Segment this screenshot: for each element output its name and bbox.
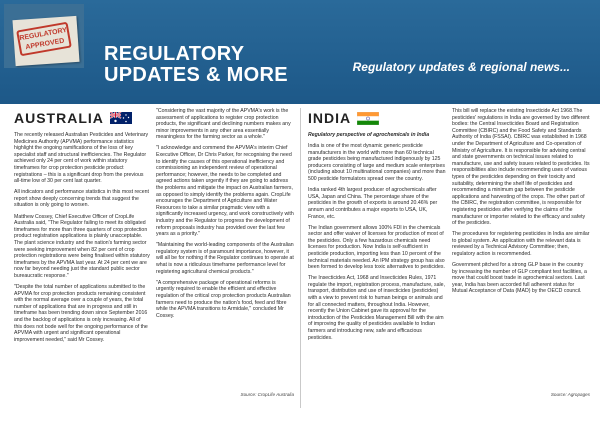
title-line-1: REGULATORY bbox=[104, 43, 245, 65]
australia-paragraph: "Despite the total number of applications submitted to the APVMA for crop protection products remaining consistent with the normal average over a couple of years, the total number of applications that are in progress and still in timeframe has been trending down since September 2016 and the backlog of applications is only increasing. All of this does not bode well for the ongoing performance of the APVMA with urgent and significant operational improvement needed," said Mr Cossey. bbox=[14, 283, 148, 343]
australia-heading-text: AUSTRALIA bbox=[14, 109, 104, 126]
india-paragraph: India is one of the most dynamic generic pesticide manufacturers in the world with more than 60 technical grade pesticides being manufactured indigenously by 125 producers consisting of large and medium scale enterprises (including about 10 multinational companies) and more than 500 pesticide formulators spread over the country. bbox=[308, 143, 446, 183]
australia-paragraph: All indicators and performance statistics in this most recent report show deeply concerning trends that suggest the situation is only going to worsen. bbox=[14, 189, 149, 209]
india-paragraph: This bill will replace the existing Insecticide Act 1968.The pesticides' regulations in India are governed by two different bodies: the Central Insecticides Board and Registration Committee (CBIRC) and the Food Safety and Standards Authority of India (FSSAI). CBIRC was established in 1968 under the Department of Agriculture and Co-operation of Ministry of Agriculture. It is responsible for advising central and state governments on technical issues related to manufacture, use and safety issues related to pesticides. Its responsibilities also include recommending uses of various types of the pesticides depending on their toxicity and suitability, determining the shelf life of pesticides and recommending a minimum gap between the pesticide applications and harvesting of the crops. The other part of the CBIRC, the registration committee, is responsible for registering pesticides after verifying the claims of the manufacturer or importer related to the efficacy and safety of the pesticides. bbox=[452, 108, 590, 227]
australia-paragraph: "Maintaining the world-leading components of the Australian regulatory system is of paramount importance, however, it will all be for nothing if the Regulator continues to operate at what is now a ridiculous timeframe performance level for registering agricultural chemical products." bbox=[156, 242, 294, 275]
india-source: Source: Agropages bbox=[550, 392, 590, 397]
india-paragraph: The Insecticides Act, 1968 and Insecticides Rules, 1971 regulate the import, registration process, manufacture, sale, transport, distribution and use of insecticides (pesticides) with a view to prevent risk to human beings or animals and for all connected matters, throughout India. However, recently the Union Cabinet gave its approval for the introduction of the Pesticides Management Bill with the aim of improving the quality of pesticides available to Indian farmers and introducing new, safe and efficacious pesticides. bbox=[308, 275, 445, 341]
australia-source: Source: CropLife Australia bbox=[240, 392, 294, 397]
title-line-2: UPDATES & MORE bbox=[104, 64, 288, 86]
australia-column-2 bbox=[156, 108, 294, 324]
australia-heading bbox=[14, 108, 150, 128]
australia-paragraph: "A comprehensive package of operational reforms is urgently required to enable the efficient and effective regulation of the critical crop protection products Australian farmers need to produce the nation's food, feed and fibre while the APVMA transitions to Armidale," concluded Mr Cossey. bbox=[156, 279, 291, 319]
india-column-2 bbox=[452, 108, 590, 300]
australia-flag-icon bbox=[110, 112, 132, 124]
india-paragraph: India ranked 4th largest producer of agrochemicals after USA, Japan and China. The percentage share of the pesticides in the growth of exports is around 20.46% per annum and contributes a major exports to USA, UK, France, etc. bbox=[308, 187, 438, 220]
india-paragraph: The Indian government allows 100% FDI in the chemicals sector and offer waiver of licenses for production of most of the pesticides. Only a few hazardous chemicals need licenses for production. Now India is self-sufficient in pesticide production, importing less than 10 percent of the technical materials needed. An IPM strategy group has also been formed to develop less toxic alternatives to pesticides. bbox=[308, 224, 445, 271]
india-paragraph: The procedures for registering pesticides in India are similar to global system. An application with the relevant data is reviewed by a Technical Advisory Committee; then, regulatory action is recommended. bbox=[452, 231, 590, 257]
header-banner bbox=[0, 0, 600, 104]
australia-paragraph: The recently released Australian Pesticides and Veterinary Medicines Authority (APVMA) performance statistics highlight the ongoing ramifications of the loss of key specialist staff and structural inefficiencies. The Regulator achieved only 24 per cent of work within statutory timeframes for crop protection pesticide product registrations – this is a significant drop from the previous all-time low of 30 per cent last quarter. bbox=[14, 132, 149, 185]
india-heading-text: INDIA bbox=[308, 109, 352, 126]
regulatory-stamp-image bbox=[4, 4, 84, 68]
india-subheading: Regulatory perspective of agrochemicals in India bbox=[308, 132, 430, 138]
india-flag-icon bbox=[357, 112, 379, 125]
india-heading bbox=[308, 108, 446, 128]
section-divider bbox=[300, 108, 301, 408]
australia-column-1 bbox=[14, 108, 150, 348]
australia-paragraph: Matthew Cossey, Chief Executive Officer of CropLife Australia said, "The Regulator failing to meet its obligated timeframes for more than three quarters of crop protection product registration applications is plainly unacceptable. The plant science industry and the nation's farming sector were seeking improvement when 82 per cent of crop protection registrations were being finalised within statutory timeframes by the APVMA last year. At 24 per cent we are now far beyond needing just the standard public sector bureaucratic response." bbox=[14, 213, 150, 279]
india-column-1 bbox=[308, 108, 446, 346]
australia-paragraph: "I acknowledge and commend the APVMA's interim Chief Executive Officer, Dr Chris Parker, for recognising the need to identify the causes of this operational inefficiency and commissioning an independent review of operational performance; however, the needs to be completed and agreed actions taken urgently if they are going to address the problems and mitigate the impact on Australian farmers, as opposed to simply identify the problems again. CropLife encourages the Department of Agriculture and Water Resources to take a similar pragmatic view with a significantly increased urgency, and work constructively with industry and the Regulator to progress the development of reform proposals industry has provided over the last few years as a priority." bbox=[156, 145, 294, 238]
regulatory-stamp-icon: REGULATORY APPROVED bbox=[16, 22, 72, 57]
india-paragraph: Government pitched for a strong GLP base in the country by increasing the number of GLP compliant test facilities, a move that could boost trade in agrochemical sectors. Last year, India has been accorded full adherent status for Mutual Acceptance of Data (MAD) by the OECD council. bbox=[452, 262, 587, 295]
page-title bbox=[104, 44, 288, 86]
page-subtitle: Regulatory updates & regional news... bbox=[352, 60, 570, 74]
australia-paragraph: "Considering the vast majority of the APVMA's work is the assessment of applications to register crop protection products, the significant and declining numbers makes any minor improvements in any other area essentially meaningless for the farming sector as a whole." bbox=[156, 108, 291, 141]
